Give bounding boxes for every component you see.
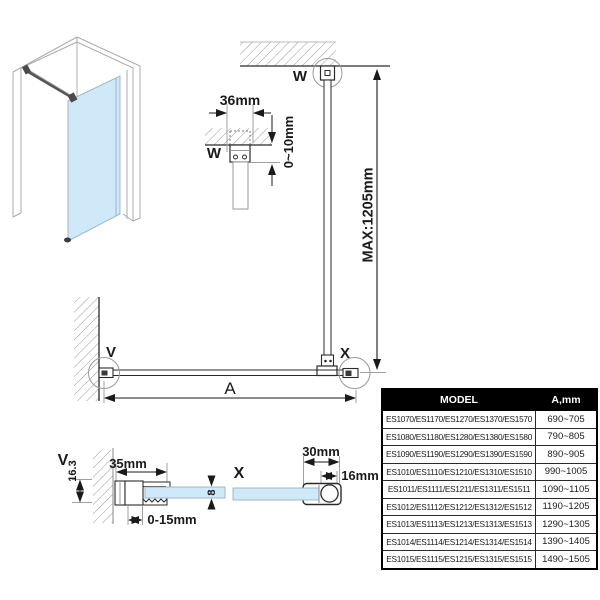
marker-v-main: V	[105, 344, 117, 361]
model-cell: ES1012/ES1112/ES1212/ES1312/ES1512	[382, 498, 536, 516]
model-cell: ES1013/ES1113/ES1213/ES1313/ES1513	[382, 516, 536, 534]
marker-w-detail: W	[206, 145, 222, 162]
model-cell: ES1080/ES1180/ES1280/ES1380/ES1580	[382, 428, 536, 446]
amm-cell: 690~705	[536, 411, 598, 429]
model-cell: ES1010/ES1110/ES1210/ES1310/ES1510	[382, 463, 536, 481]
screw-icon	[329, 360, 332, 363]
table-row	[382, 446, 597, 464]
ceiling-mount	[240, 42, 390, 88]
table-row	[382, 533, 597, 551]
col-header-model: MODEL	[382, 389, 536, 411]
model-cell: ES1090/ES1190/ES1290/ES1390/ES1590	[382, 446, 536, 464]
amm-cell: 1190~1205	[536, 498, 598, 516]
marker-w-top: W	[292, 68, 308, 85]
glass-foot	[64, 238, 71, 243]
amm-cell: 1290~1305	[536, 516, 598, 534]
tube-section	[321, 485, 338, 502]
amm-cell: 790~805	[536, 428, 598, 446]
amm-cell: 1490~1505	[536, 551, 598, 569]
dim-a: A	[224, 379, 236, 398]
dim-16mm: 16mm	[341, 468, 379, 483]
model-cell: ES1015/ES1115/ES1215/ES1315/ES1515	[382, 551, 536, 569]
amm-cell: 1390~1405	[536, 533, 598, 551]
screw-icon	[324, 360, 327, 363]
dim-max-height: MAX:1205mm	[360, 167, 377, 263]
table-row	[382, 516, 597, 534]
table-row	[382, 498, 597, 516]
dim-30mm: 30mm	[302, 444, 340, 459]
model-cell: ES1014/ES1114/ES1214/ES1314/ES1514	[382, 533, 536, 551]
support-pole	[317, 80, 337, 376]
col-header-amm: A,mm	[536, 389, 598, 411]
support-bar-iso	[22, 65, 77, 103]
dim-0-15mm: 0-15mm	[147, 512, 197, 527]
table-header-row	[382, 389, 597, 411]
amm-cell: 1090~1105	[536, 481, 598, 499]
dim-0-10mm: 0~10mm	[281, 115, 296, 169]
model-cell: ES1070/ES1170/ES1270/ES1370/ES1570	[382, 411, 536, 429]
detail-x-bar-clamp	[233, 456, 341, 505]
dim-35mm: 35mm	[109, 456, 147, 471]
dim-16-3: 16.3	[67, 460, 79, 482]
dim-36mm: 36mm	[219, 92, 261, 108]
amm-cell: 890~905	[536, 446, 598, 464]
bar-clamp	[317, 366, 337, 376]
screw-icon	[243, 155, 247, 159]
model-table	[381, 388, 598, 570]
marker-x-detail: X	[233, 465, 245, 482]
glass-section	[233, 488, 319, 500]
marker-v-detail: V	[57, 452, 69, 469]
table-row	[382, 463, 597, 481]
table-row	[382, 428, 597, 446]
marker-x-main: X	[339, 345, 351, 362]
table-row	[382, 411, 597, 429]
model-cell: ES1011/ES1111/ES1211/ES1311/ES1511	[382, 481, 536, 499]
screw-icon	[234, 155, 238, 159]
amm-cell: 990~1005	[536, 463, 598, 481]
table-row	[382, 481, 597, 499]
dim-8: 8	[206, 489, 218, 496]
table-row	[382, 551, 597, 569]
